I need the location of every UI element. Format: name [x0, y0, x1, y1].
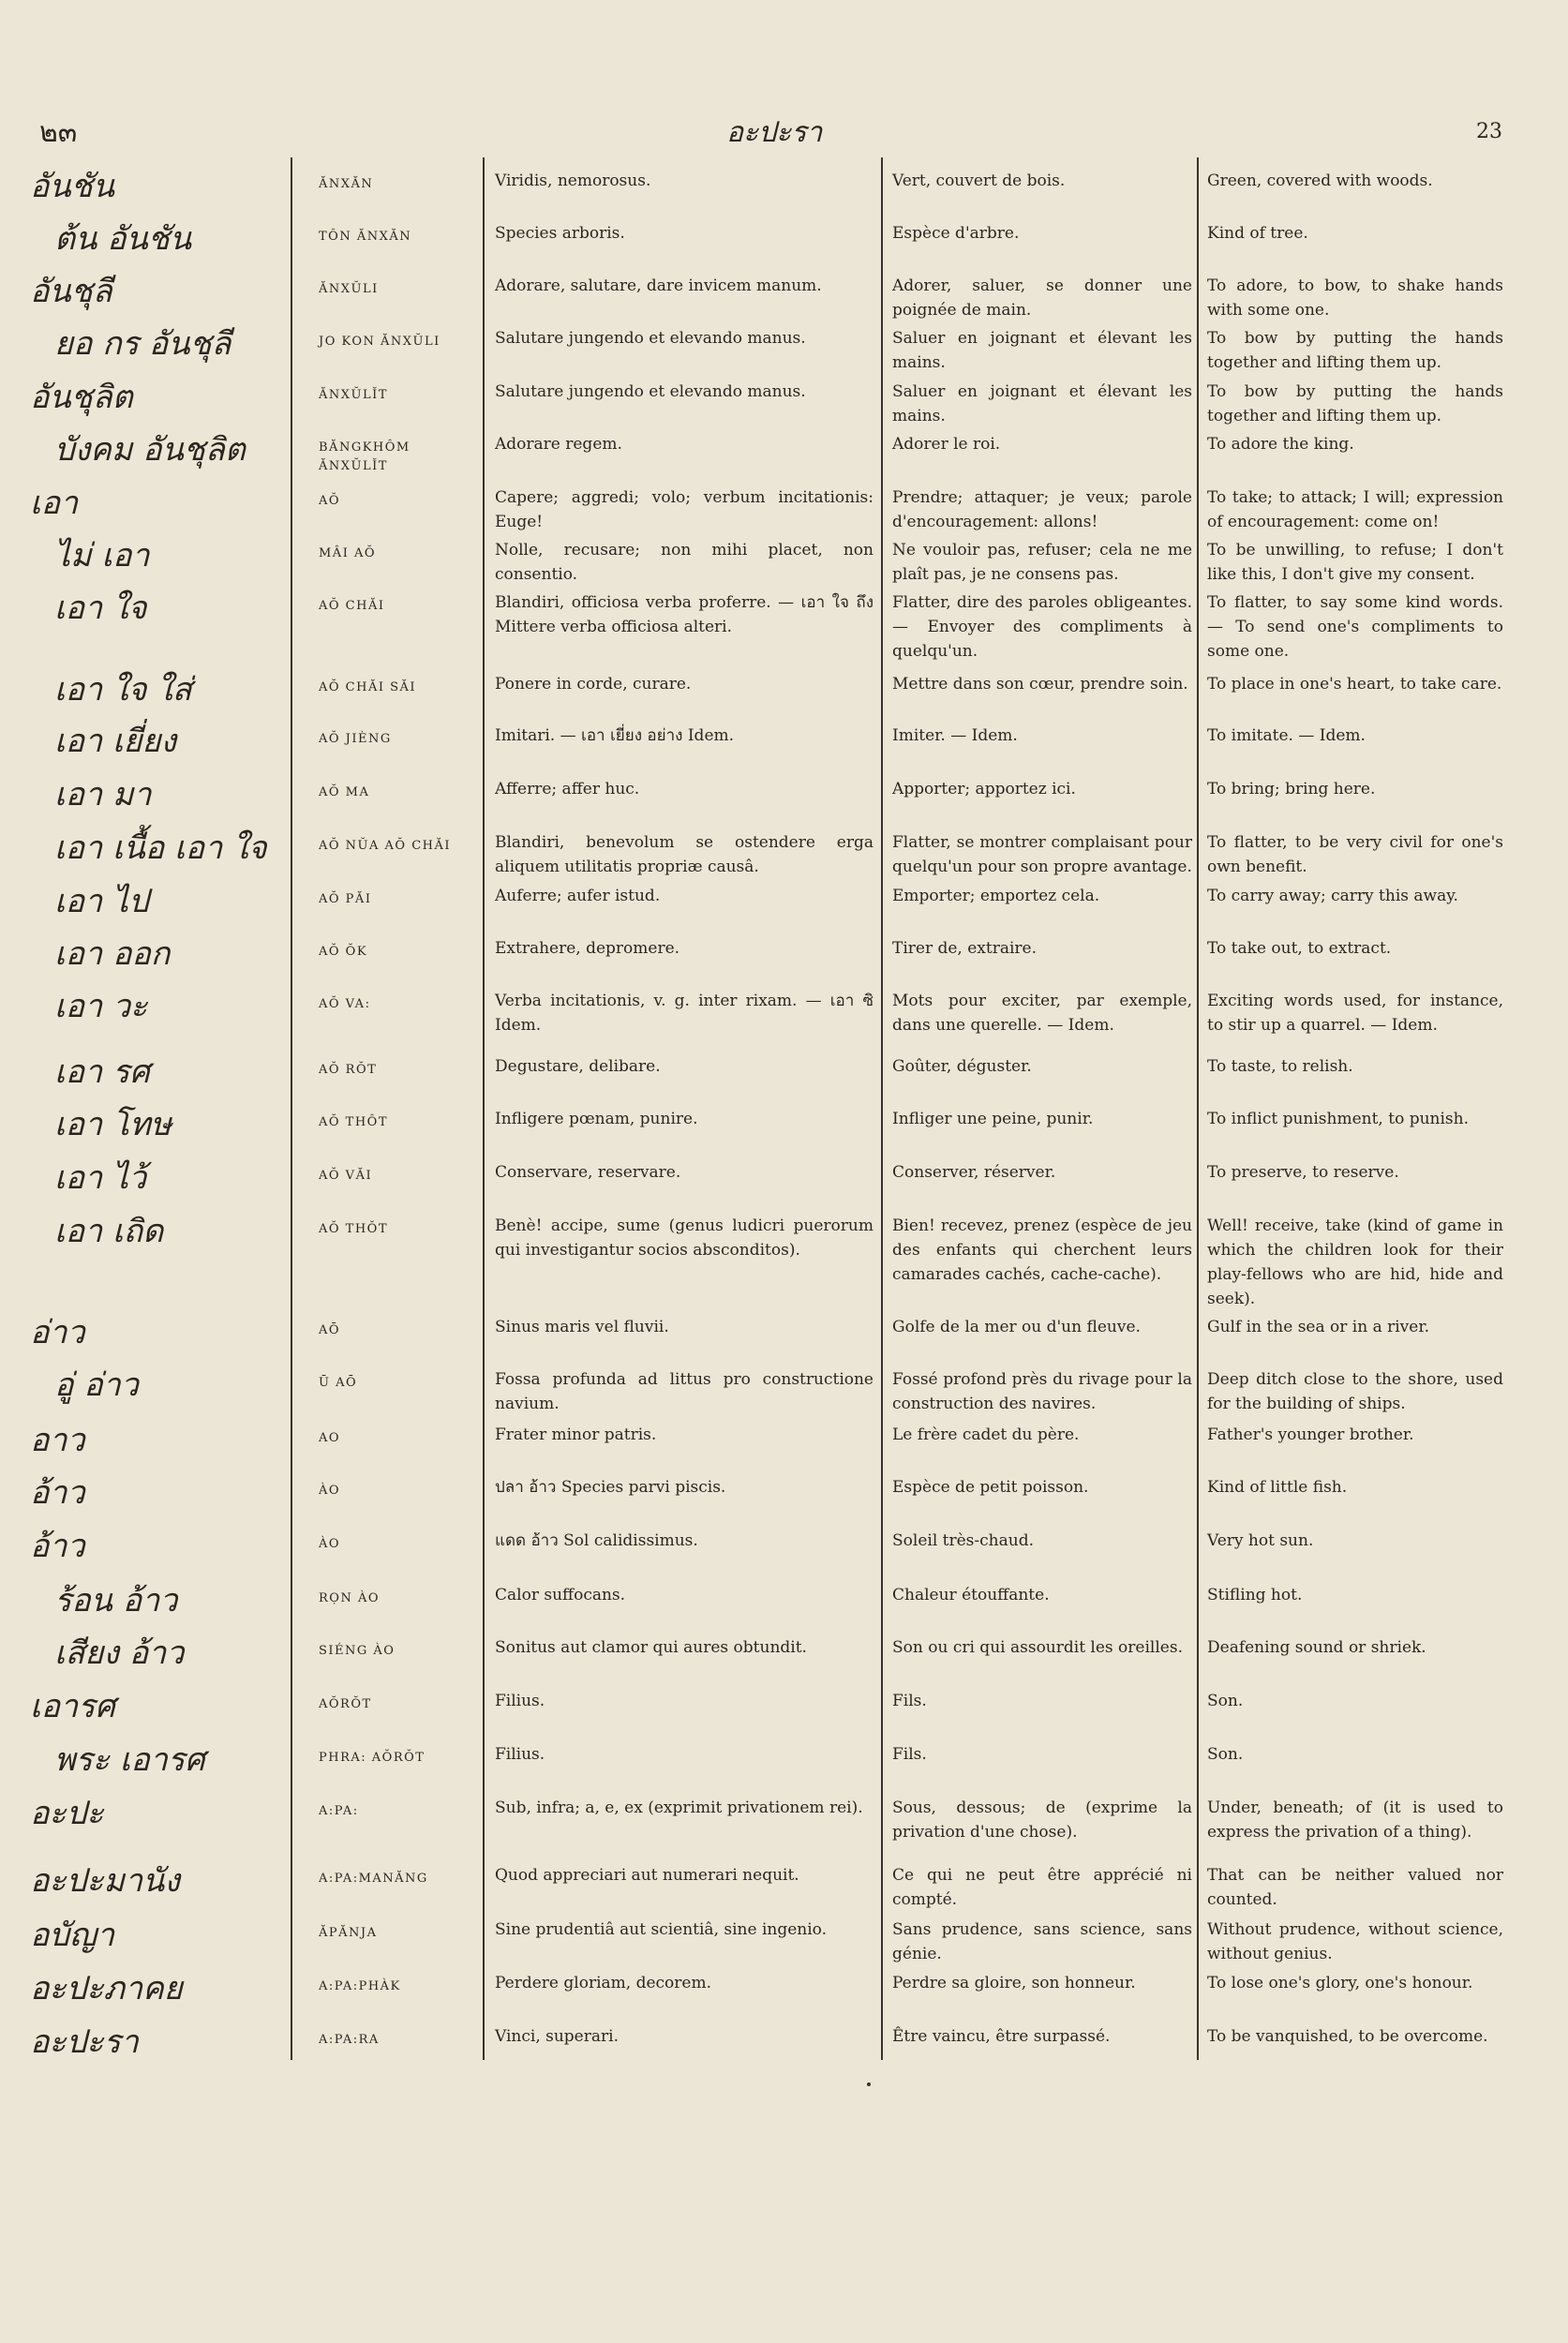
latin-definition: Capere; aggredi; volo; verbum incitationis: Euge! — [495, 488, 874, 531]
english-definition: To bow by putting the hands together and lifting them up. — [1207, 382, 1503, 425]
romanization: AŎ JIÈNG — [319, 732, 392, 746]
french-definition: Fils. — [892, 1692, 927, 1710]
latin-definition: Salutare jungendo et elevando manus. — [495, 382, 806, 401]
english-definition: To bring; bring here. — [1207, 780, 1376, 798]
latin-definition: ปลา อ้าว Species parvi piscis. — [495, 1478, 726, 1497]
french-definition: Saluer en joignant et élevant les mains. — [892, 329, 1192, 372]
thai-headword: อะปะภาคย — [30, 1970, 183, 2007]
english-definition: Without prudence, without science, without genius. — [1207, 1920, 1503, 1963]
english-definition: To adore the king. — [1207, 435, 1354, 454]
english-definition: Well! receive, take (kind of game in which the children look for their play-fellows who are hid, hide and seek). — [1207, 1216, 1503, 1308]
french-definition: Adorer, saluer, se donner une poignée de main. — [892, 276, 1192, 320]
latin-definition: Quod appreciari aut numerari nequit. — [495, 1866, 799, 1885]
latin-definition: Sonitus aut clamor qui aures obtundit. — [495, 1638, 807, 1657]
french-definition: Fils. — [892, 1745, 927, 1764]
english-definition: That can be neither valued nor counted. — [1207, 1866, 1503, 1909]
thai-headword: อบัญา — [30, 1917, 115, 1954]
romanization: ÀO — [319, 1484, 341, 1498]
latin-definition: Adorare, salutare, dare invicem manum. — [495, 276, 822, 295]
latin-definition: Adorare regem. — [495, 435, 622, 454]
thai-headword: เอารศ — [30, 1688, 115, 1725]
thai-headword: เอา ไป — [54, 883, 149, 920]
thai-headword: เอา มา — [54, 776, 152, 813]
romanization: ĂNXĂN — [319, 177, 374, 191]
french-definition: Le frère cadet du père. — [892, 1425, 1080, 1444]
latin-definition: Imitari. — เอา เยี่ยง อย่าง Idem. — [495, 726, 735, 745]
english-definition: To place in one's heart, to take care. — [1207, 675, 1502, 694]
english-definition: Son. — [1207, 1692, 1244, 1710]
romanization: TÔN ĂNXĂN — [319, 230, 412, 244]
thai-page-number: ๒๓ — [39, 116, 78, 149]
romanization: AŎ MA — [319, 785, 370, 799]
thai-headword: อะปะ — [30, 1795, 104, 1832]
english-definition: To carry away; carry this away. — [1207, 887, 1458, 905]
english-definition: Kind of tree. — [1207, 224, 1308, 243]
french-definition: Adorer le roi. — [892, 435, 1001, 454]
romanization: AŎ VA: — [319, 997, 371, 1011]
romanization: A:PA:MANĂNG — [319, 1872, 428, 1886]
english-definition: Very hot sun. — [1207, 1531, 1314, 1550]
romanization: AŎ THÔT — [319, 1115, 389, 1129]
latin-definition: Sub, infra; a, e, ex (exprimit privationem rei). — [495, 1798, 863, 1817]
thai-headword: ยอ กร อันชุลี — [54, 325, 231, 363]
thai-headword: เอา เยี่ยง — [54, 723, 177, 760]
english-definition: To preserve, to reserve. — [1207, 1163, 1399, 1182]
column-rule — [483, 157, 485, 2060]
english-definition: Father's younger brother. — [1207, 1425, 1414, 1444]
romanization: ĂNXŬLĬT — [319, 388, 388, 402]
latin-definition: Vinci, superari. — [495, 2027, 619, 2046]
romanization: A:PA:RA — [319, 2033, 380, 2047]
thai-headword: อ้าว — [30, 1528, 85, 1565]
french-definition: Soleil très-chaud. — [892, 1531, 1034, 1550]
english-definition: Kind of little fish. — [1207, 1478, 1348, 1497]
latin-definition: Perdere gloriam, decorem. — [495, 1974, 711, 1992]
french-definition: Emporter; emportez cela. — [892, 887, 1100, 905]
romanization: ĂPĂNJA — [319, 1926, 378, 1940]
french-definition: Mettre dans son cœur, prendre soin. — [892, 675, 1188, 694]
thai-headword: อันชุลี — [30, 273, 112, 310]
romanization: MÂI AŎ — [319, 546, 377, 560]
french-definition: Infliger une peine, punir. — [892, 1110, 1094, 1128]
thai-headword: อันชุลิต — [30, 379, 133, 416]
thai-headword: อะปะมานัง — [30, 1862, 180, 1900]
thai-headword: เอา รศ — [54, 1053, 150, 1091]
latin-definition: แดด อ้าว Sol calidissimus. — [495, 1531, 698, 1550]
french-definition: Bien! recevez, prenez (espèce de jeu des enfants qui cherchent leurs camarades cachés, cache-cache). — [892, 1216, 1192, 1284]
romanization: AŎ VĂI — [319, 1169, 373, 1183]
english-definition: To be unwilling, to refuse; I don't like this, I don't give my consent. — [1207, 541, 1503, 584]
french-definition: Prendre; attaquer; je veux; parole d'encouragement: allons! — [892, 488, 1192, 531]
thai-headword: เสียง อ้าว — [54, 1634, 185, 1672]
thai-headword: อ่าว — [30, 1314, 85, 1351]
column-rule — [881, 157, 883, 2060]
romanization: SIÉNG ÀO — [319, 1644, 396, 1658]
thai-headword: อันชัน — [30, 168, 114, 205]
french-definition: Sans prudence, sans science, sans génie. — [892, 1920, 1192, 1963]
latin-definition: Viridis, nemorosus. — [495, 172, 651, 190]
french-definition: Ne vouloir pas, refuser; cela ne me plaît pas, je ne consens pas. — [892, 541, 1192, 584]
latin-definition: Verba incitationis, v. g. inter rixam. — เอา ซิ Idem. — [495, 992, 874, 1035]
french-definition: Tirer de, extraire. — [892, 939, 1038, 958]
french-definition: Espèce de petit poisson. — [892, 1478, 1089, 1497]
latin-definition: Blandiri, officiosa verba proferre. — เอา ใจ ถึง Mittere verba officiosa alteri. — [495, 593, 874, 636]
latin-definition: Nolle, recusare; non mihi placet, non consentio. — [495, 541, 874, 584]
english-definition: To be vanquished, to be overcome. — [1207, 2027, 1488, 2046]
english-definition: To imitate. — Idem. — [1207, 726, 1366, 745]
column-rule — [1197, 157, 1199, 2060]
thai-headword: เอา เถิด — [54, 1213, 164, 1250]
french-definition: Flatter, dire des paroles obligeantes. — Envoyer des compliments à quelqu'un. — [892, 593, 1192, 661]
thai-headword: เอา ออก — [54, 935, 171, 973]
latin-definition: Sinus maris vel fluvii. — [495, 1318, 669, 1336]
english-definition: To take out, to extract. — [1207, 939, 1392, 958]
thai-headword: พระ เอารศ — [54, 1741, 205, 1779]
thai-headword: เอา — [30, 485, 79, 522]
english-definition: Exciting words used, for instance, to stir up a quarrel. — Idem. — [1207, 992, 1503, 1035]
thai-headword: เอา โทษ — [54, 1106, 172, 1143]
french-definition: Apporter; apportez ici. — [892, 780, 1076, 798]
latin-definition: Auferre; aufer istud. — [495, 887, 661, 905]
column-rule — [291, 157, 292, 2060]
english-definition: Gulf in the sea or in a river. — [1207, 1318, 1430, 1336]
latin-definition: Species arboris. — [495, 224, 625, 243]
romanization: A:PA:PHÀK — [319, 1979, 401, 1993]
romanization: RỌN ÀO — [319, 1591, 380, 1605]
romanization: AŎ ŎK — [319, 945, 368, 959]
french-definition: Goûter, déguster. — [892, 1057, 1032, 1076]
french-definition: Ce qui ne peut être apprécié ni compté. — [892, 1866, 1192, 1909]
romanization: AŎ PĂI — [319, 892, 372, 906]
romanization: A:PA: — [319, 1804, 359, 1818]
latin-definition: Filius. — [495, 1692, 545, 1710]
thai-headword: เอา ใจ ใส่ — [54, 671, 192, 709]
romanization: PHRA: AŎRŎT — [319, 1751, 426, 1765]
english-definition: Deafening sound or shriek. — [1207, 1638, 1426, 1657]
english-definition: Son. — [1207, 1745, 1244, 1764]
thai-headword: ต้น อันชัน — [54, 220, 192, 258]
thai-headword: อ้าว — [30, 1474, 85, 1512]
french-definition: Chaleur étouffante. — [892, 1586, 1050, 1604]
latin-definition: Blandiri, benevolum se ostendere erga aliquem utilitatis propriæ causâ. — [495, 833, 874, 876]
thai-headword: อาว — [30, 1422, 85, 1459]
french-definition: Sous, dessous; de (exprime la privation d'une chose). — [892, 1798, 1192, 1842]
latin-definition: Calor suffocans. — [495, 1586, 626, 1604]
romanization: AŎ CHĂI SĂI — [319, 680, 417, 694]
latin-definition: Benè! accipe, sume (genus ludicri puerorum qui investigantur socios absconditos). — [495, 1216, 874, 1260]
english-definition: Under, beneath; of (it is used to express the privation of a thing). — [1207, 1798, 1503, 1842]
english-definition: To bow by putting the hands together and lifting them up. — [1207, 329, 1503, 372]
french-definition: Golfe de la mer ou d'un fleuve. — [892, 1318, 1141, 1336]
latin-definition: Sine prudentiâ aut scientiâ, sine ingenio. — [495, 1920, 828, 1939]
english-definition: To taste, to relish. — [1207, 1057, 1353, 1076]
thai-headword: ร้อน อ้าว — [54, 1582, 178, 1619]
english-definition: Green, covered with woods. — [1207, 172, 1433, 190]
romanization: AO — [319, 1431, 341, 1445]
latin-definition: Ponere in corde, curare. — [495, 675, 692, 694]
english-definition: Deep ditch close to the shore, used for the building of ships. — [1207, 1370, 1503, 1413]
french-definition: Conserver, réserver. — [892, 1163, 1056, 1182]
romanization: AŎ CHĂI — [319, 599, 385, 613]
thai-headword: ไม่ เอา — [54, 537, 150, 575]
latin-definition: Degustare, delibare. — [495, 1057, 661, 1076]
thai-headword: เอา ใจ — [54, 589, 147, 627]
french-definition: Flatter, se montrer complaisant pour quelqu'un pour son propre avantage. — [892, 833, 1192, 876]
latin-definition: Salutare jungendo et elevando manus. — [495, 329, 806, 348]
french-definition: Saluer en joignant et élevant les mains. — [892, 382, 1192, 425]
romanization: AŎ — [319, 494, 341, 508]
latin-definition: Frater minor patris. — [495, 1425, 657, 1444]
english-definition: To take; to attack; I will; expression of encouragement: come on! — [1207, 488, 1503, 531]
romanization: ĂNXŬLI — [319, 282, 379, 296]
french-definition: Perdre sa gloire, son honneur. — [892, 1974, 1136, 1992]
running-head: อะปะรา — [726, 116, 823, 149]
romanization: BĂNGKHÔM ĂNXŬLĬT — [319, 440, 411, 473]
thai-headword: บังคม อันชุลิต — [54, 431, 246, 469]
english-definition: To flatter, to say some kind words. — To send one's compliments to some one. — [1207, 593, 1503, 661]
page-number: 23 — [1476, 120, 1502, 143]
french-definition: Espèce d'arbre. — [892, 224, 1020, 243]
romanization: AŎ THŎT — [319, 1222, 389, 1236]
romanization: ÀO — [319, 1537, 341, 1551]
romanization: AŎ NŬA AŎ CHĂI — [319, 839, 452, 853]
english-definition: Stifling hot. — [1207, 1586, 1303, 1604]
english-definition: To inflict punishment, to punish. — [1207, 1110, 1469, 1128]
thai-headword: เอา วะ — [54, 988, 148, 1025]
thai-headword: เอา เนื้อ เอา ใจ — [54, 829, 267, 867]
french-definition: Vert, couvert de bois. — [892, 172, 1066, 190]
thai-headword: อะปะรา — [30, 2023, 139, 2061]
french-definition: Son ou cri qui assourdit les oreilles. — [892, 1638, 1183, 1657]
english-definition: To lose one's glory, one's honour. — [1207, 1974, 1473, 1992]
thai-headword: อู่ อ่าว — [54, 1366, 139, 1404]
latin-definition: Extrahere, depromere. — [495, 939, 680, 958]
printer-dot — [867, 2082, 871, 2086]
thai-headword: เอา ไว้ — [54, 1159, 147, 1197]
latin-definition: Conservare, reservare. — [495, 1163, 681, 1182]
latin-definition: Infligere pœnam, punire. — [495, 1110, 698, 1128]
latin-definition: Afferre; affer huc. — [495, 780, 640, 798]
romanization: Ū AŌ — [319, 1376, 358, 1390]
english-definition: To flatter, to be very civil for one's own benefit. — [1207, 833, 1503, 876]
romanization: AŌ — [319, 1323, 341, 1337]
french-definition: Mots pour exciter, par exemple, dans une querelle. — Idem. — [892, 992, 1192, 1035]
romanization: JO KON ĂNXŬLI — [319, 335, 441, 349]
english-definition: To adore, to bow, to shake hands with some one. — [1207, 276, 1503, 320]
latin-definition: Filius. — [495, 1745, 545, 1764]
french-definition: Fossé profond près du rivage pour la construction des navires. — [892, 1370, 1192, 1413]
french-definition: Imiter. — Idem. — [892, 726, 1018, 745]
french-definition: Être vaincu, être surpassé. — [892, 2027, 1111, 2046]
romanization: AŎRŎT — [319, 1697, 372, 1711]
latin-definition: Fossa profunda ad littus pro constructione navium. — [495, 1370, 874, 1413]
romanization: AŎ RŎT — [319, 1063, 378, 1077]
